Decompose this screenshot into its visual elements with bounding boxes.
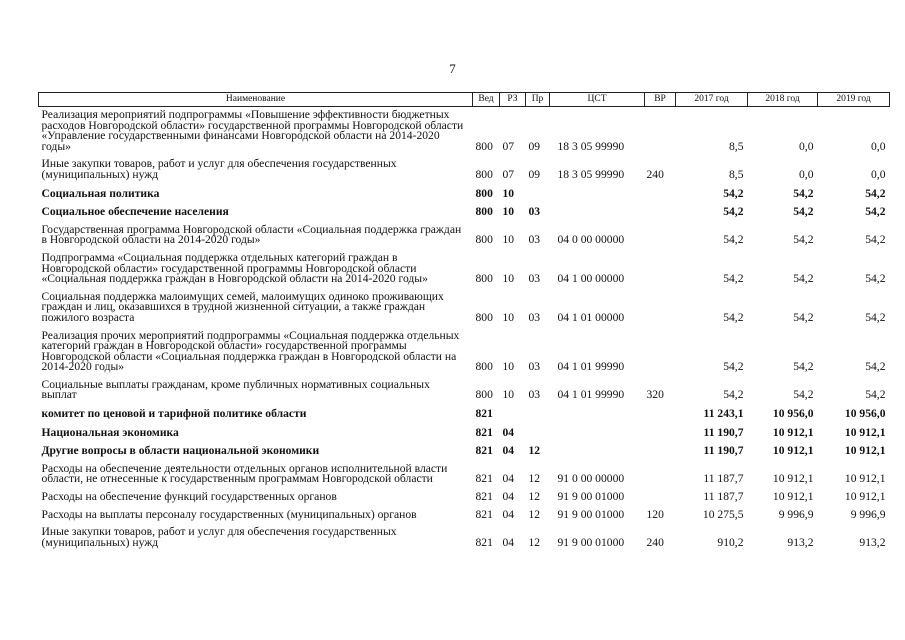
row-2017: 54,2 [723,360,744,374]
table-row [39,442,890,461]
table-row [39,328,890,377]
row-cst [550,203,645,222]
row-2019: 54,2 [865,205,886,219]
row-ved: 800 [475,139,493,153]
row-pr: 09 [528,139,541,153]
row-2018: 10 912,1 [772,490,814,504]
table-row [39,489,890,507]
header-pr: Пр [526,93,550,107]
row-rz [500,405,526,424]
row-2017: 11 187,7 [703,472,744,486]
table-row [39,507,890,525]
row-2017: 11 190,7 [703,444,744,458]
row-2019: 54,2 [865,388,886,402]
row-cst [550,424,645,443]
row-name: Национальная экономика [41,425,179,439]
table-row [39,222,890,250]
row-pr [526,424,550,443]
row-name: Расходы на обеспечение деятельности отдельных органов исполнительной власти области, не отнесенные к государственным программам Новгородской области [41,461,448,486]
row-vr [645,461,676,489]
budget-table-container [38,92,889,552]
row-2017: 11 187,7 [703,490,744,504]
row-cst [550,185,645,204]
row-rz: 04 [502,490,515,504]
table-row [39,107,890,157]
row-rz: 04 [502,444,515,458]
row-2019: 0,0 [871,139,886,153]
row-2019: 913,2 [859,535,886,549]
header-2017: 2017 год [676,93,748,107]
row-2018: 10 912,1 [772,425,814,439]
row-ved: 800 [475,233,493,247]
row-name: Социальное обеспечение населения [41,205,229,219]
row-name: Другие вопросы в области национальной экономики [41,444,320,458]
row-2018: 913,2 [787,535,814,549]
row-pr: 03 [528,272,541,286]
row-cst: 04 0 00 00000 [557,233,625,247]
budget-table [38,92,890,552]
row-ved: 800 [475,205,493,219]
row-2019: 54,2 [865,360,886,374]
row-2019: 10 956,0 [844,407,886,421]
row-ved: 800 [475,272,493,286]
row-2017: 11 190,7 [703,425,744,439]
row-2018: 54,2 [793,205,814,219]
row-ved: 800 [475,186,493,200]
table-row [39,424,890,443]
row-cst: 18 3 05 99990 [557,167,625,181]
row-cst [550,405,645,424]
row-ved: 800 [475,310,493,324]
row-ved: 821 [475,507,493,521]
row-pr: 12 [528,472,541,486]
row-cst: 91 9 00 01000 [557,535,625,549]
header-ved: Вед [473,93,500,107]
row-2019: 54,2 [865,310,886,324]
header-cst: ЦСТ [550,93,645,107]
row-ved: 800 [475,167,493,181]
row-cst: 91 9 00 01000 [557,490,625,504]
row-vr: 240 [646,167,664,181]
row-2018: 0,0 [799,139,814,153]
row-2019: 54,2 [865,272,886,286]
row-name: Социальная политика [41,186,160,200]
row-2017: 54,2 [723,310,744,324]
table-body [39,107,890,553]
row-ved: 821 [475,490,493,504]
row-rz: 10 [502,233,515,247]
row-pr [526,185,550,204]
row-pr: 12 [528,507,541,521]
row-cst: 18 3 05 99990 [557,139,625,153]
row-rz: 10 [502,360,515,374]
row-2019: 10 912,1 [844,472,886,486]
row-vr [645,107,676,157]
row-2018: 10 956,0 [772,407,814,421]
row-ved: 800 [475,388,493,402]
row-name: комитет по ценовой и тарифной политике области [41,407,307,421]
row-cst: 04 1 01 00000 [557,310,625,324]
row-vr: 320 [646,388,664,402]
table-row [39,185,890,204]
row-pr: 03 [528,360,541,374]
row-2018: 54,2 [793,186,814,200]
header-2019: 2019 год [818,93,890,107]
table-row [39,405,890,424]
table-row [39,289,890,328]
row-vr [645,405,676,424]
row-ved: 821 [475,444,493,458]
row-2017: 54,2 [723,388,744,402]
row-rz: 04 [502,535,515,549]
row-pr: 12 [528,535,541,549]
row-rz: 10 [502,310,515,324]
table-header [39,93,890,107]
row-ved: 800 [475,360,493,374]
row-vr: 120 [646,507,664,521]
header-name: Наименование [39,93,473,107]
row-name: Социальная поддержка малоимущих семей, малоимущих одиноко проживающих граждан и лиц, оказавшихся в трудной жизненной ситуации, а также граждан пожилого возраста [41,289,444,324]
row-name: Расходы на обеспечение функций государственных органов [41,490,337,504]
row-name: Социальные выплаты гражданам, кроме публичных нормативных социальных выплат [41,377,430,402]
row-ved: 821 [475,407,493,421]
row-ved: 821 [475,425,493,439]
row-name: Подпрограмма «Социальная поддержка отдельных категорий граждан в Новгородской области» государственной программы Новгородской области «Социальная поддержка граждан в Новгородской области на 2014-2020 годы» [41,250,428,286]
row-pr: 09 [528,167,541,181]
row-2017: 54,2 [723,272,744,286]
row-cst: 04 1 01 99990 [557,360,625,374]
row-2018: 54,2 [793,272,814,286]
row-vr [645,489,676,507]
row-2018: 0,0 [799,167,814,181]
row-2018: 54,2 [793,388,814,402]
row-vr [645,424,676,443]
table-row [39,203,890,222]
row-rz: 10 [502,205,515,219]
row-2017: 54,2 [723,233,744,247]
row-2017: 11 243,1 [703,407,744,421]
row-2019: 10 912,1 [844,425,886,439]
row-2017: 54,2 [723,205,744,219]
row-vr [645,222,676,250]
table-row [39,461,890,489]
row-2019: 10 912,1 [844,444,886,458]
row-vr [645,250,676,289]
row-cst [550,442,645,461]
row-name: Государственная программа Новгородской области «Социальная поддержка граждан в Новгородской области на 2014-2020 годы» [41,222,462,247]
row-2017: 910,2 [717,535,744,549]
row-name: Расходы на выплаты персоналу государственных (муниципальных) органов [41,507,417,521]
row-vr [645,185,676,204]
row-2018: 10 912,1 [772,472,814,486]
row-name: Иные закупки товаров, работ и услуг для обеспечения государственных (муниципальных) нужд [41,525,397,549]
row-pr: 03 [528,310,541,324]
row-name: Реализация мероприятий подпрограммы «Повышение эффективности бюджетных расходов Новгородской области» государственной программы Новгородской области «Управление государственными финансами Новгородской области на 2014-2020 годы» [41,108,464,153]
row-rz: 10 [502,388,515,402]
row-pr: 03 [528,205,541,219]
row-rz: 04 [502,472,515,486]
row-rz: 07 [502,167,515,181]
page-number: 7 [449,61,456,76]
row-rz: 04 [502,507,515,521]
row-ved: 821 [475,472,493,486]
row-2018: 54,2 [793,310,814,324]
row-2017: 8,5 [729,167,744,181]
row-2019: 10 912,1 [844,490,886,504]
row-2018: 54,2 [793,360,814,374]
header-rz: РЗ [500,93,526,107]
row-cst: 04 1 00 00000 [557,272,625,286]
row-vr [645,442,676,461]
row-2019: 0,0 [871,167,886,181]
row-ved: 821 [475,535,493,549]
table-row [39,250,890,289]
table-row [39,524,890,552]
row-vr: 240 [646,535,664,549]
row-rz: 10 [502,186,515,200]
table-row [39,156,890,184]
row-vr [645,203,676,222]
row-rz: 10 [502,272,515,286]
row-vr [645,328,676,377]
row-2018: 10 912,1 [772,444,814,458]
row-vr [645,289,676,328]
row-rz: 04 [502,425,515,439]
row-2019: 54,2 [865,233,886,247]
row-pr: 12 [528,444,541,458]
row-2017: 8,5 [729,139,744,153]
row-2017: 54,2 [723,186,744,200]
row-2017: 10 275,5 [702,507,744,521]
row-2018: 54,2 [793,233,814,247]
row-rz: 07 [502,139,515,153]
header-2018: 2018 год [748,93,818,107]
row-2018: 9 996,9 [778,507,814,521]
row-2019: 54,2 [865,186,886,200]
row-2019: 9 996,9 [850,507,886,521]
header-vr: ВР [645,93,676,107]
row-name: Иные закупки товаров, работ и услуг для обеспечения государственных (муниципальных) нужд [41,157,397,181]
row-cst: 91 0 00 00000 [557,472,625,486]
row-name: Реализация прочих мероприятий подпрограммы «Социальная поддержка отдельных категорий граждан в Новгородской области» государственной программы Новгородской области «Социальная поддержка граждан в Новгородской области на 2014-2020 годы» [41,328,460,374]
row-pr: 12 [528,490,541,504]
table-row [39,377,890,405]
row-pr [526,405,550,424]
row-pr: 03 [528,388,541,402]
row-cst: 91 9 00 01000 [557,507,625,521]
row-pr: 03 [528,233,541,247]
row-cst: 04 1 01 99990 [557,388,625,402]
